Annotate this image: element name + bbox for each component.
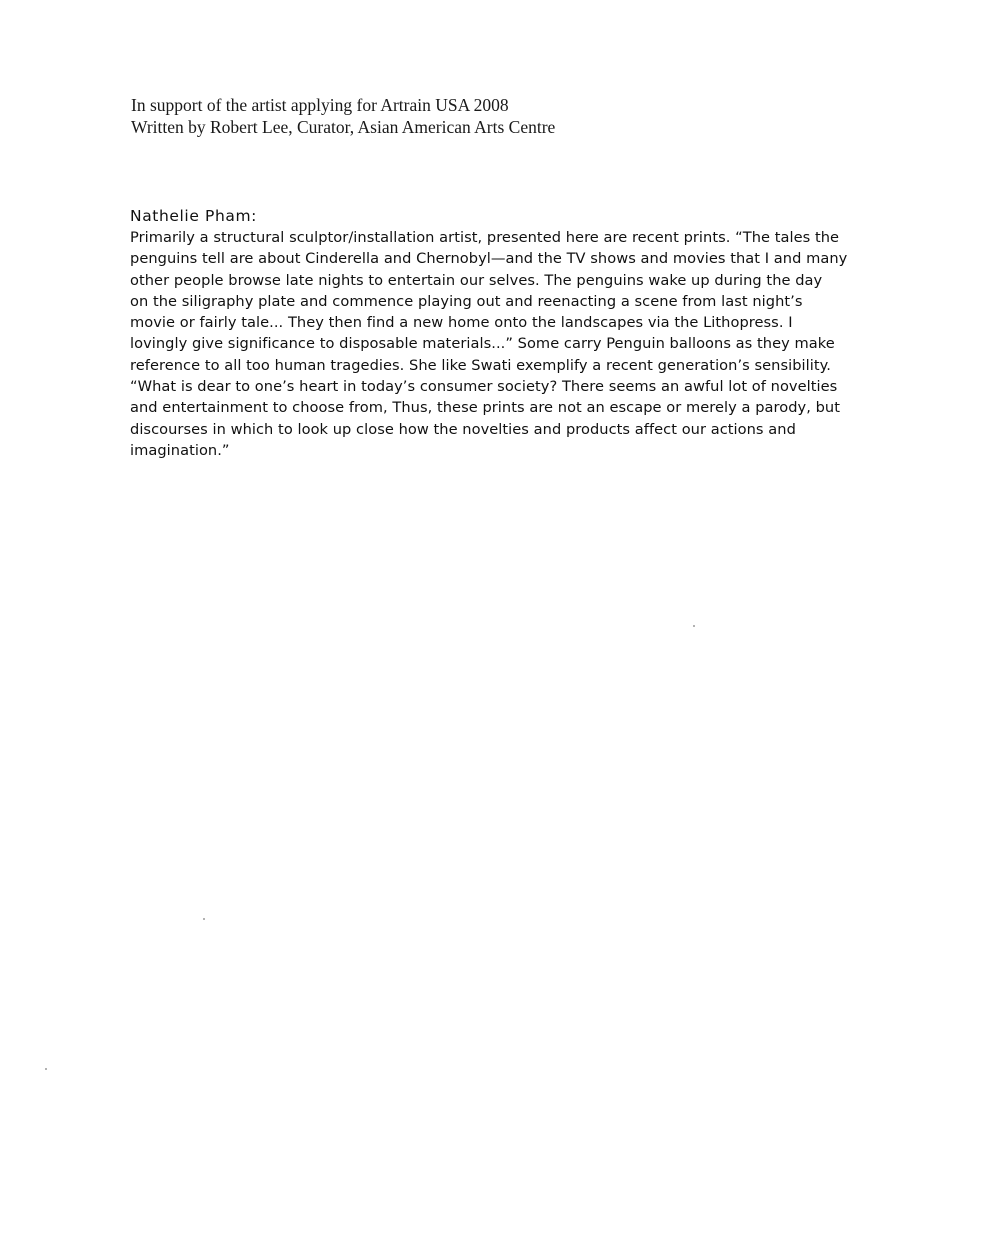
- paragraph-line: “What is dear to one’s heart in today’s consumer society? There seems an awful lot of novelties: [130, 378, 838, 396]
- scan-speck: [45, 1068, 47, 1070]
- paragraph-line: and entertainment to choose from, Thus, these prints are not an escape or merely a parody, but: [130, 399, 840, 417]
- scan-speck: [203, 918, 205, 920]
- scan-speck: [693, 625, 695, 627]
- paragraph-line: lovingly give significance to disposable materials...” Some carry Penguin balloons as they make: [130, 335, 835, 353]
- artist-name-heading: Nathelie Pham:: [130, 207, 257, 225]
- paragraph-line: discourses in which to look up close how the novelties and products affect our actions and: [130, 420, 796, 438]
- artist-statement: [130, 205, 890, 461]
- paragraph-line: imagination.”: [130, 441, 230, 459]
- paragraph-line: reference to all too human tragedies. She like Swati exemplify a recent generation’s sensibility.: [130, 356, 831, 374]
- paragraph-line: penguins tell are about Cinderella and Chernobyl—and the TV shows and movies that I and many: [130, 250, 848, 268]
- paragraph-line: Primarily a structural sculptor/installation artist, presented here are recent prints. “The tales the: [130, 229, 840, 246]
- letter-header: [131, 94, 931, 138]
- support-line: In support of the artist applying for Artrain USA 2008: [131, 95, 509, 115]
- paragraph-line: other people browse late nights to entertain our selves. The penguins wake up during the day: [130, 271, 823, 289]
- paragraph-line: on the siligraphy plate and commence playing out and reenacting a scene from last night’s: [130, 292, 803, 310]
- paragraph-line: movie or fairly tale... They then find a new home onto the landscapes via the Lithopress. I: [130, 314, 793, 332]
- author-line: Written by Robert Lee, Curator, Asian American Arts Centre: [131, 117, 556, 137]
